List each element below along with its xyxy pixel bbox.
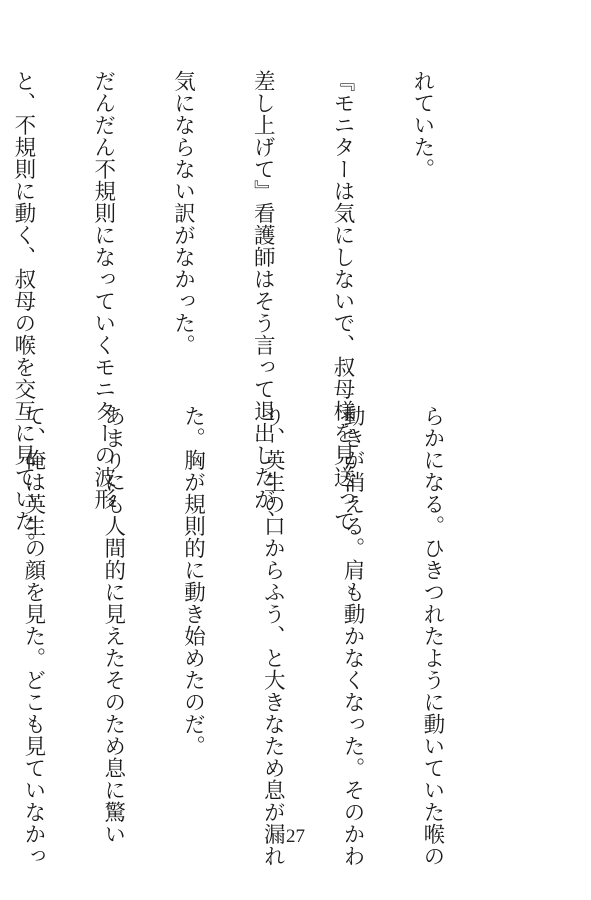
text-line: 差し上げて』看護師はそう言って退出したが、	[250, 70, 276, 532]
text-line: た。胸が規則的に動き始めたのだ。	[180, 405, 206, 757]
text-line: と、不規則に動く、叔母の喉を交互に見ていた。	[10, 70, 36, 554]
text-line: 気にならない訳がなかった。	[170, 70, 196, 356]
text-line: 『モニターは気にしないで、叔母様を見送って	[330, 70, 356, 532]
upper-text-block	[10, 70, 488, 554]
text-line: 動きが消える。肩も動かなくなった。そのかわ	[340, 405, 366, 867]
text-line: れていた。	[409, 70, 435, 180]
text-line: て、俺は英生の顔を見た。どこも見ていなかっ	[20, 405, 46, 867]
text-line: り、英生の口からふう、と大きなため息が漏れ	[260, 405, 286, 867]
text-line: だんだん不規則になっていくモニターの波形	[90, 70, 116, 510]
text-line: らかになる。ひきつれたように動いていた喉の	[419, 405, 445, 867]
text-line: あまりにも人間的に見えたそのため息に驚い	[100, 405, 126, 845]
page-number: 27	[286, 826, 305, 847]
